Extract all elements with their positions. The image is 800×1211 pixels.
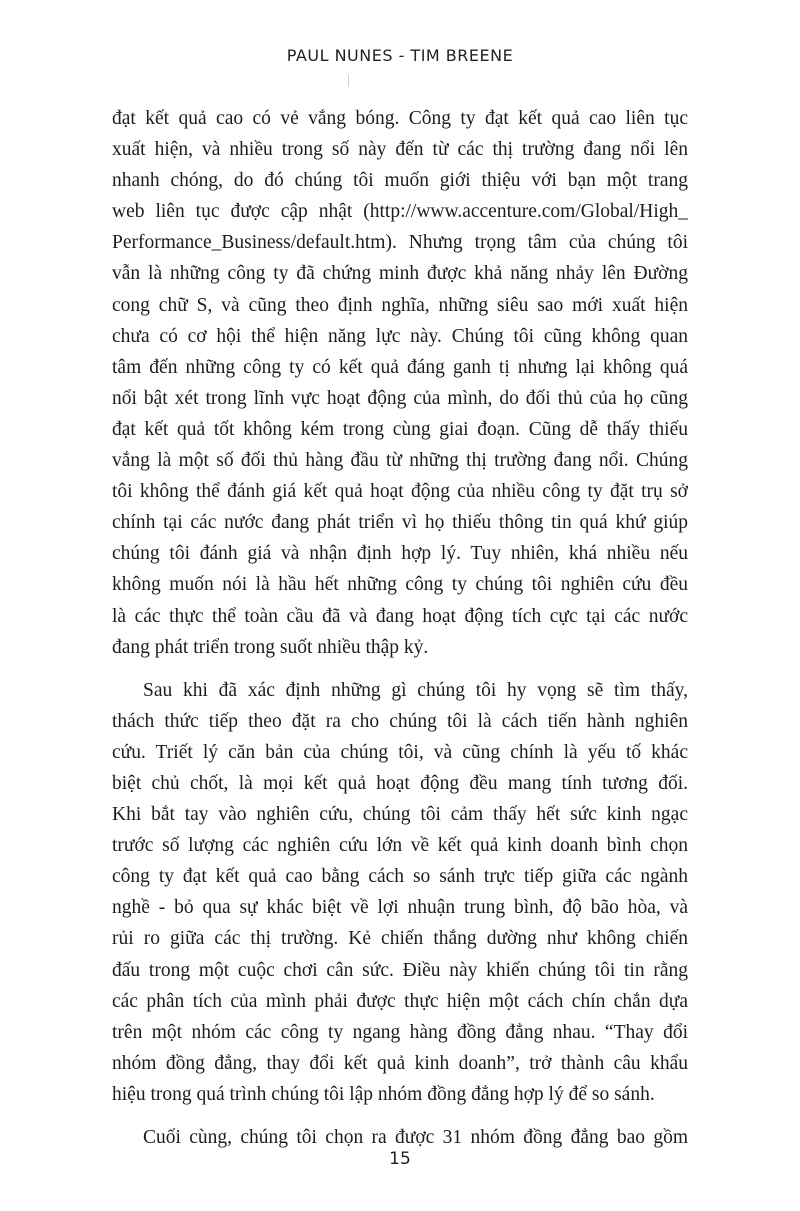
text-line: đấu trong một cuộc chơi cân sức. Điều này khiến chúng tôi tin rằng: [112, 959, 688, 981]
text-line: nổi bật xét trong lĩnh vực hoạt động của mình, do đối thủ của họ cũng: [112, 387, 688, 409]
text-line: trên một nhóm các công ty ngang hàng đồng đẳng nhau. “Thay đổi: [112, 1021, 688, 1043]
paragraph-2: [112, 675, 688, 1110]
text-line: chưa có cơ hội thể hiện năng lực này. Chúng tôi cũng không quan: [112, 325, 688, 347]
text-line: trước số lượng các nghiên cứu lớn về kết quả kinh doanh bình chọn: [112, 835, 688, 857]
text-line: đang phát triển trong suốt nhiều thập kỷ.: [112, 636, 429, 658]
text-line: nhanh chóng, do đó chúng tôi muốn giới thiệu với bạn một trang: [112, 170, 688, 192]
text-line: không muốn nói là hầu hết những công ty chúng tôi nghiên cứu đều: [112, 574, 688, 596]
text-line: rủi ro giữa các thị trường. Kẻ chiến thắng dường như không chiến: [112, 928, 688, 950]
paragraph-1: [112, 103, 688, 663]
running-header: PAUL NUNES - TIM BREENE: [286, 46, 514, 65]
text-line: Khi bắt tay vào nghiên cứu, chúng tôi cảm thấy hết sức kinh ngạc: [112, 804, 688, 826]
text-line: các phân tích của mình phải được thực hiện một cách chín chắn dựa: [112, 990, 688, 1012]
text-line: biệt chủ chốt, là mọi kết quả hoạt động đều mang tính tương đối.: [112, 772, 688, 794]
text-line: Cuối cùng, chúng tôi chọn ra được 31 nhóm đồng đẳng bao gồm: [143, 1127, 688, 1148]
header-divider: [348, 75, 349, 87]
text-line: đạt kết quả cao có vẻ vắng bóng. Công ty đạt kết quả cao liên tục: [112, 108, 688, 129]
text-line: nghề - bỏ qua sự khác biệt về lợi nhuận trung bình, độ bão hòa, và: [112, 897, 688, 919]
page-number: 15: [389, 1149, 411, 1169]
text-line: tâm đến những công ty có kết quả đáng ganh tị nhưng lại không quá: [112, 356, 688, 378]
text-line: nhóm đồng đẳng, thay đổi kết quả kinh doanh”, trở thành câu khẩu: [112, 1052, 688, 1074]
text-line: xuất hiện, và nhiều trong số này đến từ các thị trường đang nổi lên: [112, 139, 688, 161]
text-line: chính tại các nước đang phát triển vì họ thiếu thông tin quá khứ giúp: [112, 512, 688, 534]
text-line: Sau khi đã xác định những gì chúng tôi hy vọng sẽ tìm thấy,: [143, 679, 688, 701]
text-line: là các thực thể toàn cầu đã và đang hoạt động tích cực tại các nước: [112, 605, 688, 627]
text-line: vẫn là những công ty đã chứng minh được khả năng nhảy lên Đường: [112, 263, 688, 285]
page-body: [112, 103, 688, 1153]
text-line: Performance_Business/default.htm). Nhưng trọng tâm của chúng tôi: [112, 232, 688, 254]
text-line: cứu. Triết lý căn bản của chúng tôi, và cũng chính là yếu tố khác: [112, 741, 688, 763]
text-line: đạt kết quả tốt không kém trong cùng giai đoạn. Cũng dễ thấy thiếu: [112, 418, 688, 440]
text-line: công ty đạt kết quả cao bằng cách so sánh trực tiếp giữa các ngành: [112, 866, 688, 888]
text-line: web liên tục được cập nhật (http://www.accenture.com/Global/High_: [112, 201, 688, 223]
text-line: hiệu trong quá trình chúng tôi lập nhóm đồng đẳng hợp lý để so sánh.: [112, 1083, 655, 1105]
text-line: vắng là một số đối thủ hàng đầu từ những thị trường đang nổi. Chúng: [112, 450, 688, 472]
text-line: chúng tôi đánh giá và nhận định hợp lý. Tuy nhiên, khá nhiều nếu: [112, 543, 688, 565]
text-line: thách thức tiếp theo đặt ra cho chúng tôi là cách tiến hành nghiên: [112, 710, 688, 732]
text-line: tôi không thể đánh giá kết quả hoạt động của nhiều công ty đặt trụ sở: [112, 481, 688, 503]
text-line: cong chữ S, và cũng theo định nghĩa, những siêu sao mới xuất hiện: [112, 294, 688, 316]
